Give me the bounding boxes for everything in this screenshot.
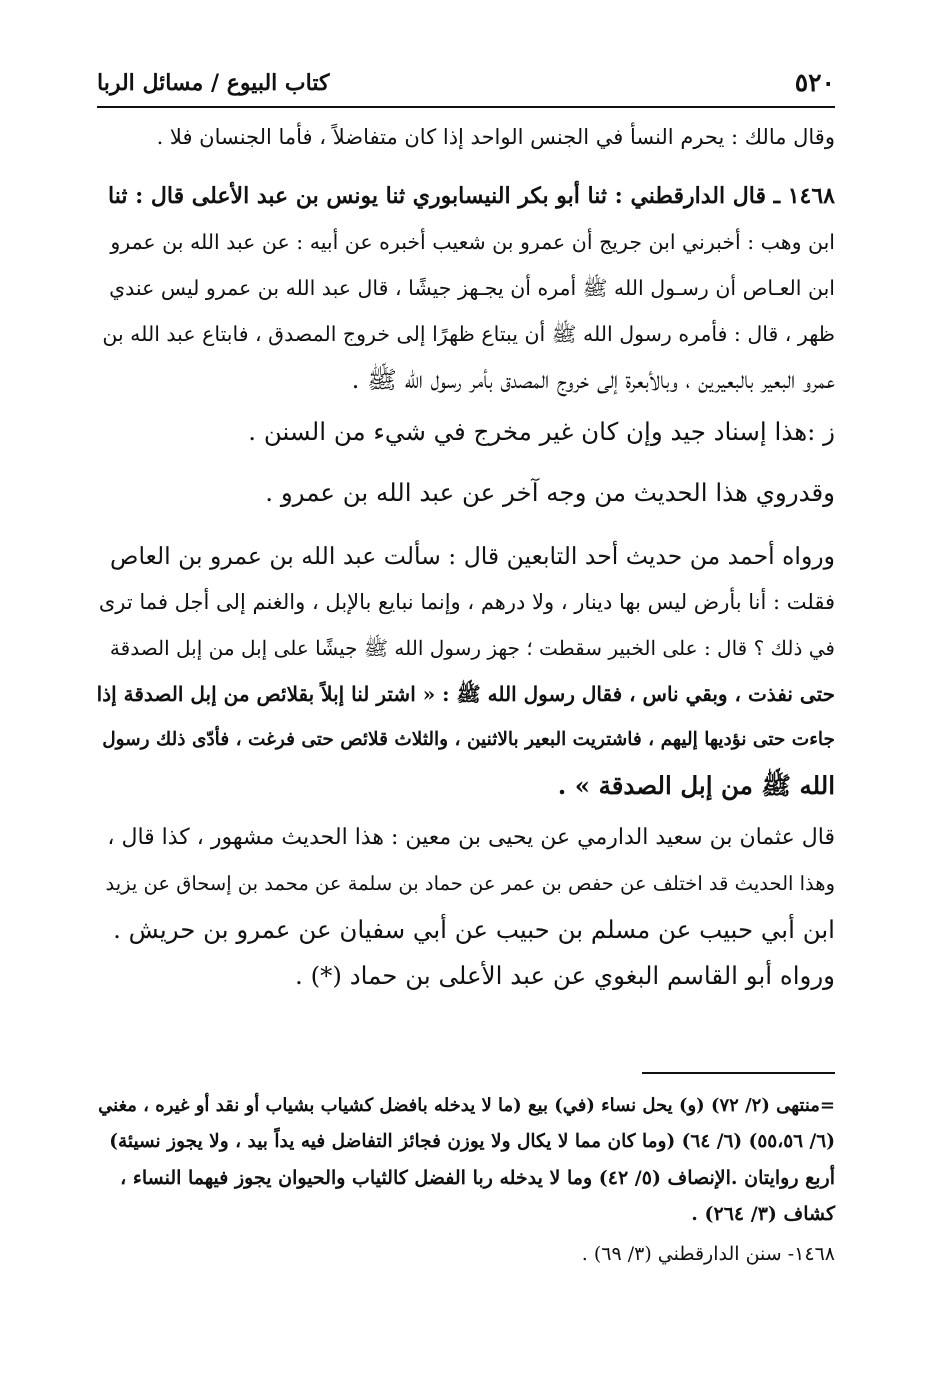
text-line: عمرو البعير بالبعيرين ، وبالأبعرة إلى خروج المصدق بأمر رسول الله ﷺ .: [351, 365, 835, 394]
page-header: [97, 62, 835, 108]
text-line: ظهر ، قال : فأمره رسول الله ﷺ أن يبتاع ظهرًا إلى خروج المصدق ، فابتاع عبد الله بن: [102, 322, 835, 346]
text-line: ١٤٦٨ ـ قال الدارقطني : ثنا أبو بكر النيسابوري ثنا يونس بن عبد الأعلى قال : ثنا: [108, 183, 835, 209]
text-line: ابن أبي حبيب عن مسلم بن حبيب عن أبي سفيان عن عمرو بن حريش .: [113, 915, 835, 944]
text-line: الله ﷺ من إبل الصدقة » .: [557, 771, 835, 800]
text-line: وهذا الحديث قد اختلف عن حفص بن عمر عن حماد بن سلمة عن محمد بن إسحاق عن يزيد: [105, 872, 835, 895]
text-line: في ذلك ؟ قال : على الخبير سقطت ؛ جهز رسول الله ﷺ جيشًا على إبل من إبل الصدقة: [109, 636, 835, 660]
text-line: حتى نفذت ، وبقي ناس ، فقال رسول الله ﷺ : « اشتر لنا إبلاً بقلائص من إبل الصدقة إذا: [96, 682, 835, 706]
running-title: كتاب البيوع / مسائل الربا: [97, 70, 330, 96]
text-line: ز :هذا إسناد جيد وإن كان غير مخرج في شيء من السنن .: [248, 417, 835, 446]
footnote-line: =منتهى (٢/ ٧٢) (و) يحل نساء (في) بيع (ما لا يدخله بافضل كشياب بشياب أو نقد أو غيره ، مغني: [98, 1095, 835, 1116]
footnote-line: ١٤٦٨- سنن الدارقطني (٣/ ٦٩) .: [581, 1243, 835, 1265]
text-line: ابن وهب : أخبرني ابن جريج أن عمرو بن شعيب أخبره عن أبيه : عن عبد الله بن عمرو: [110, 230, 835, 254]
footnote-line: كشاف (٣/ ٢٦٤) .: [691, 1203, 835, 1225]
footnote-line: (٦/ ٥٥،٥٦) (٦/ ٦٤) (وما كان مما لا يكال ولا يوزن فجائز التفاضل فيه يداً بيد ، ولا يجوز نسيئة): [109, 1131, 835, 1152]
text-line: ورواه أبو القاسم البغوي عن عبد الأعلى بن حماد (*) .: [295, 961, 835, 990]
text-line: جاءت حتى نؤديها إليهم ، فاشتريت البعير بالاثنين ، والثلاث قلائص حتى فرغت ، فأدّى ذلك رسول: [102, 729, 835, 750]
text-line: ورواه أحمد من حديث أحد التابعين قال : سألت عبد الله بن عمرو بن العاص: [110, 542, 835, 570]
footnote-separator: [642, 1072, 835, 1074]
page-number: ٥٢٠: [794, 68, 835, 97]
text-line: وقال مالك : يحرم النسأ في الجنس الواحد إذا كان متفاضلاً ، فأما الجنسان فلا .: [156, 125, 835, 149]
footnote-line: أربع روايتان .الإنصاف (٥/ ٤٢) وما لا يدخله ربا الفضل كالثياب والحيوان يجوز فيهما النساء ،: [120, 1167, 835, 1189]
text-line: قال عثمان بن سعيد الدارمي عن يحيى بن معين : هذا الحديث مشهور ، كذا قال ،: [107, 825, 835, 850]
text-line: وقدروي هذا الحديث من وجه آخر عن عبد الله بن عمرو .: [265, 478, 835, 507]
text-line: ابن العـاص أن رسـول الله ﷺ أمره أن يجـهز جيشًا ، قال عبد الله بن عمرو ليس عندي: [109, 276, 835, 300]
text-line: فقلت : أنا بأرض ليس بها دينار ، ولا درهم ، وإنما نبايع بالإبل ، والغنم إلى أجل فما ترى: [98, 590, 835, 614]
